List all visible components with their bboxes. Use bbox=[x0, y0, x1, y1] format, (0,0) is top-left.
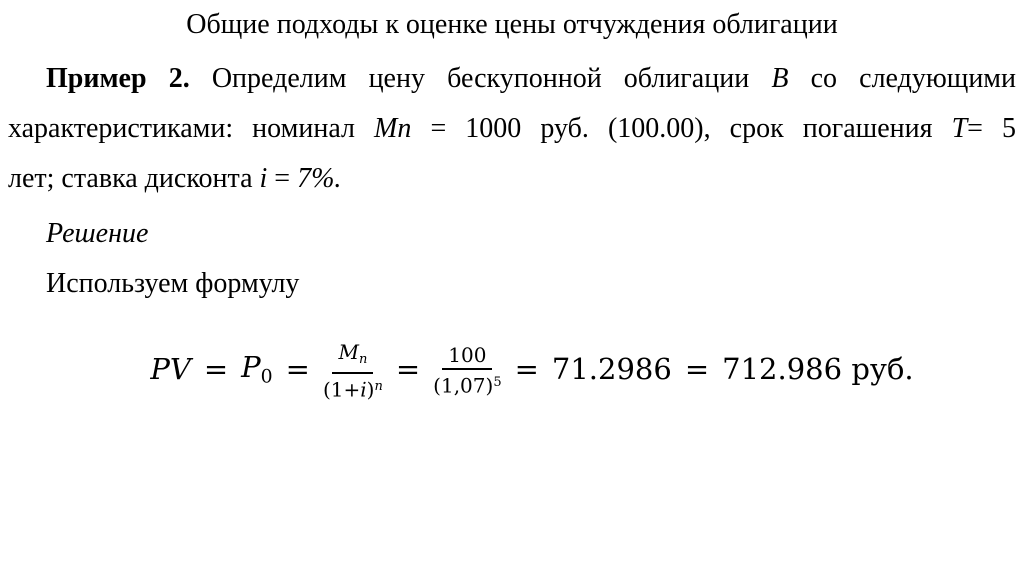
fraction-numeric bbox=[433, 344, 501, 398]
formula-m-subscript: n bbox=[358, 351, 368, 367]
currency-unit: руб. bbox=[851, 352, 914, 387]
equals-sign: = bbox=[395, 352, 421, 387]
fraction-denominator bbox=[433, 370, 501, 398]
example-label: Пример 2. bbox=[46, 63, 190, 94]
fraction-general bbox=[323, 341, 383, 401]
equals-sign: = bbox=[203, 352, 229, 387]
page-title: Общие подходы к оценке цены отчуждения облигации bbox=[186, 9, 838, 40]
formula-denominator-close: ) bbox=[366, 377, 375, 402]
formula-p-base: P bbox=[241, 350, 261, 385]
formula-power-exponent: 5 bbox=[493, 375, 502, 391]
equals-sign: = bbox=[285, 352, 310, 387]
formula-i-variable: i bbox=[360, 377, 367, 402]
example-paragraph bbox=[0, 54, 1024, 204]
equals-sign: = bbox=[274, 163, 291, 194]
formula-denominator-open: (1+ bbox=[322, 377, 361, 402]
result-ruble-value bbox=[722, 352, 913, 386]
formula-pv: PV bbox=[150, 352, 191, 387]
paragraph-text: со следующими bbox=[810, 63, 1017, 94]
result-number: 712.986 bbox=[722, 352, 843, 387]
formula-intro: Используем формулу bbox=[46, 268, 300, 299]
formula-n-exponent: n bbox=[374, 378, 383, 394]
fraction-numerator: 100 bbox=[442, 344, 492, 370]
paragraph-text: = 5 bbox=[967, 113, 1017, 144]
paragraph-line-3 bbox=[8, 154, 1016, 204]
formula-p-subscript: 0 bbox=[260, 367, 273, 389]
paragraph-line-1 bbox=[8, 54, 1016, 104]
nominal-variable: Mn bbox=[374, 113, 412, 144]
bond-variable: В bbox=[771, 63, 789, 94]
paragraph-text: характеристиками: номинал bbox=[8, 113, 355, 144]
formula-equation bbox=[20, 339, 1024, 402]
paragraph-text: = 1000 руб. (100.00), срок погашения bbox=[430, 113, 933, 144]
equals-sign: = bbox=[514, 352, 539, 387]
formula-base-value: (1,07) bbox=[433, 373, 494, 398]
paragraph-text: лет; ставка дисконта bbox=[8, 163, 253, 194]
formula-m-base: M bbox=[338, 340, 359, 364]
formula-p0 bbox=[241, 350, 273, 388]
solution-label: Решение bbox=[46, 218, 149, 249]
discount-rate-value: 7%. bbox=[297, 163, 342, 194]
paragraph-text: Определим цену бескупонной облигации bbox=[211, 63, 750, 94]
term-variable: T bbox=[951, 113, 968, 144]
equals-sign: = bbox=[684, 352, 710, 387]
fraction-numerator bbox=[332, 341, 373, 374]
paragraph-line-2 bbox=[8, 104, 1016, 154]
result-percent-value: 71.2986 bbox=[551, 352, 672, 387]
discount-rate-variable: i bbox=[259, 163, 268, 194]
fraction-denominator bbox=[323, 374, 383, 402]
